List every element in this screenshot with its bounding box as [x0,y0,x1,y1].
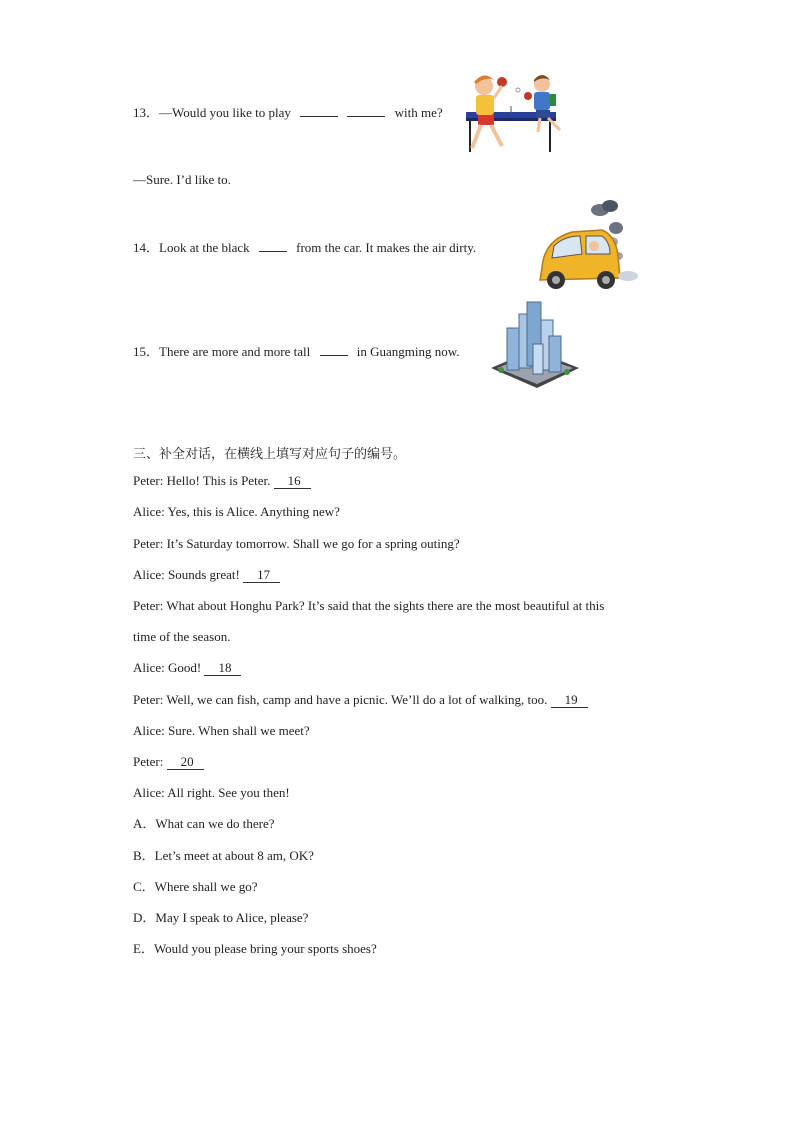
dialogue-line: Alice: All right. See you then! [133,785,290,800]
answer-blank[interactable] [347,104,385,117]
ping-pong-players-illustration [462,68,574,154]
smoky-car-illustration [528,196,658,296]
tall-buildings-illustration [487,300,582,392]
dialogue-line: Peter: Well, we can fish, camp and have a picnic. We’ll do a lot of walking, too. 19 [133,692,588,708]
dialogue-line: Alice: Yes, this is Alice. Anything new? [133,504,340,519]
dialogue-line: Alice: Sounds great! 17 [133,567,280,583]
dialogue-line: Peter: It’s Saturday tomorrow. Shall we go for a spring outing? [133,536,460,551]
option-d: D．May I speak to Alice, please? [133,910,309,925]
answer-blank[interactable] [300,104,338,117]
option-b: B．Let’s meet at about 8 am, OK? [133,848,314,863]
question-14: 14．Look at the black from the car. It makes the air dirty. [133,240,477,255]
dialogue-line: Peter: Hello! This is Peter. 16 [133,473,311,489]
option-c: C．Where shall we go? [133,879,258,894]
answer-blank[interactable]: 16 [274,474,311,489]
answer-blank[interactable]: 19 [551,693,588,708]
option-a: A．What can we do there? [133,816,275,831]
option-e: E．Would you please bring your sports shoes? [133,941,377,956]
dialogue-line: Alice: Good! 18 [133,660,241,676]
dialogue-line: Alice: Sure. When shall we meet? [133,723,310,738]
dialogue-line: Peter: What about Honghu Park? It’s said that the sights there are the most beautiful at this [133,598,605,613]
answer-blank[interactable]: 20 [167,755,204,770]
answer-blank[interactable]: 18 [204,661,241,676]
section-heading: 三、补全对话，在横线上填写对应句子的编号。 [133,447,407,462]
dialogue-line: Peter: 20 [133,754,204,770]
dialogue-line: time of the season. [133,629,231,644]
question-15: 15．There are more and more tall in Guangming now. [133,344,460,359]
answer-blank[interactable] [320,343,348,356]
answer-blank[interactable] [259,239,287,252]
answer-blank[interactable]: 17 [243,568,280,583]
question-13: 13．—Would you like to play with me? [133,105,443,120]
question-13-reply: —Sure. I’d like to. [133,172,231,187]
